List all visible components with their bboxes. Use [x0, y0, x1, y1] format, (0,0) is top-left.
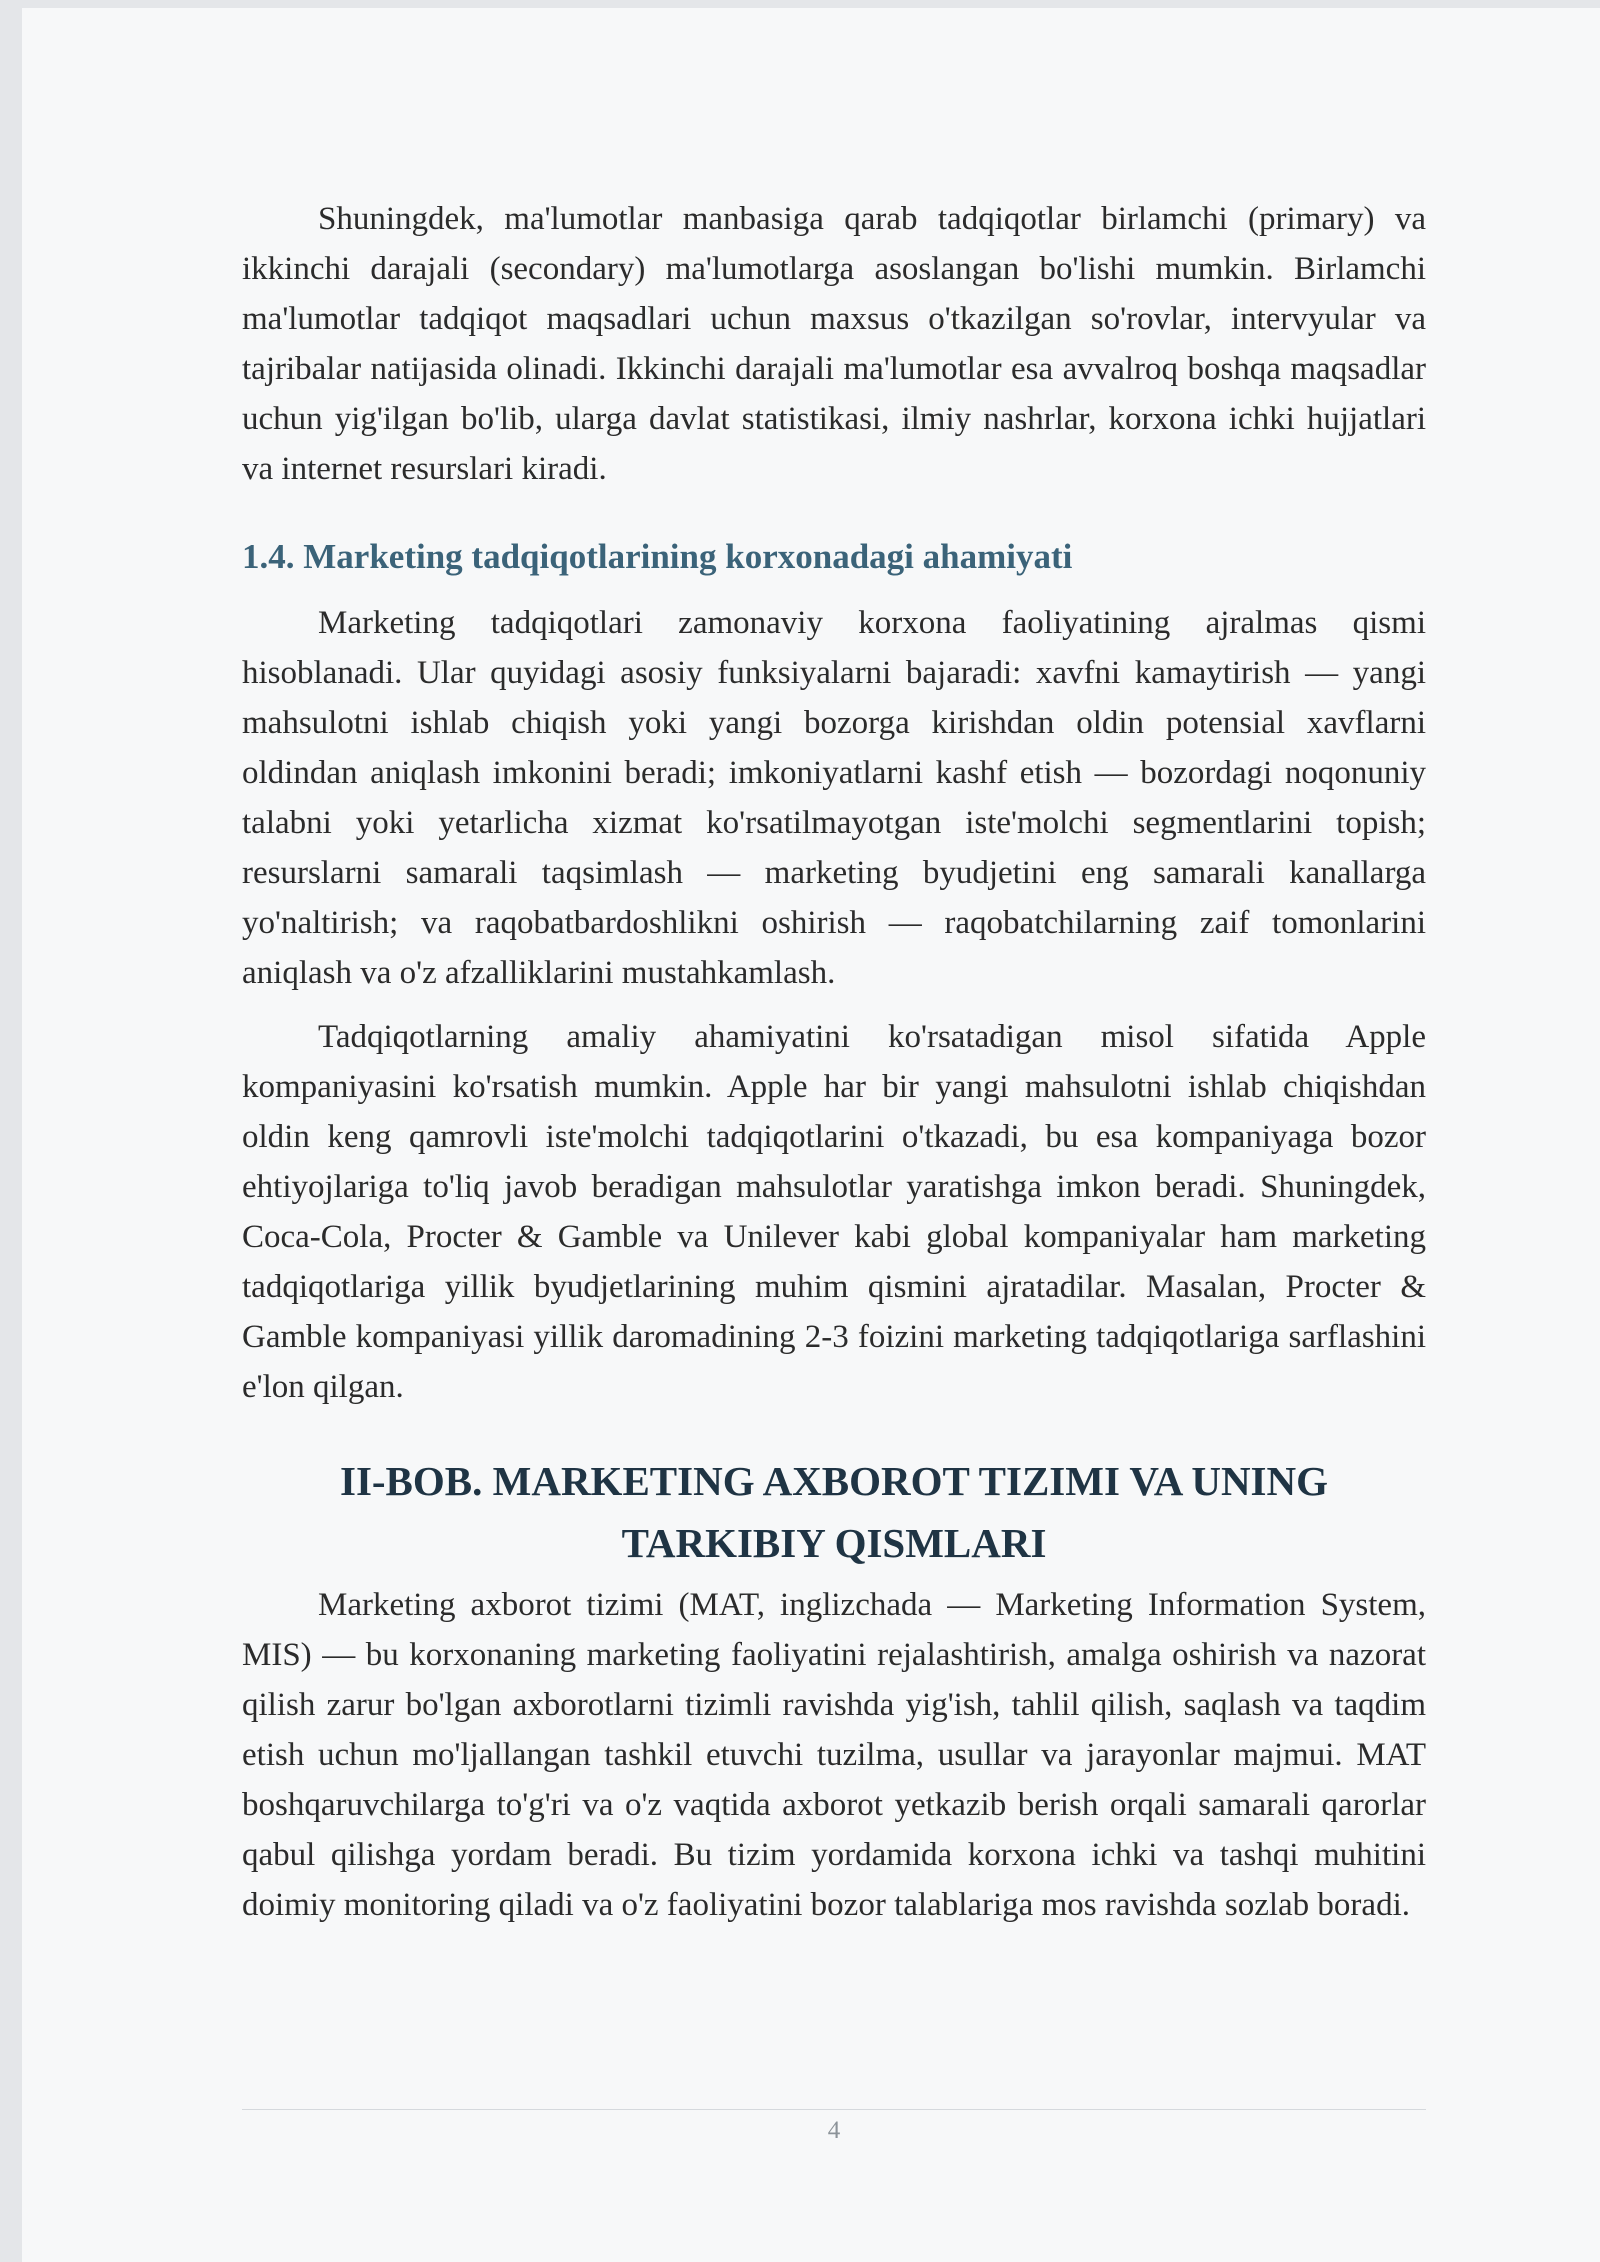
- section-heading: 1.4. Marketing tadqiqotlarining korxonadagi ahamiyati: [242, 537, 1073, 576]
- page-number: 4: [827, 2117, 841, 2144]
- paragraph-apple-example: Tadqiqotlarning amaliy ahamiyatini ko'rsatadigan misol sifatida Apple kompaniyasini ko'rsatish mumkin. Apple har bir yangi mahsulotni ishlab chiqishdan oldin keng qamrovli iste'molchi tadqiqotlarini o'tkazadi, bu esa kompaniyaga bozor ehtiyojlariga to'liq javob beradigan mahsulotlar yaratishga imkon beradi. Shuningdek, Coca-Cola, Procter & Gamble va Unilever kabi global kompaniyalar ham marketing tadqiqotlariga yillik byudjetlarining muhim qismini ajratadilar. Masalan, Procter & Gamble kompaniyasi yillik daromadining 2-3 foizini marketing tadqiqotlariga sarflashini e'lon qilgan.: [242, 1019, 1426, 1405]
- paragraph-research-functions: Marketing tadqiqotlari zamonaviy korxona faoliyatining ajralmas qismi hisoblanadi. Ular quyidagi asosiy funksiyalarni bajaradi: xavfni kamaytirish — yangi mahsulotni ishlab chiqish yoki yangi bozorga kirishdan oldin potensial xavflarni oldindan aniqlash imkonini beradi; imkoniyatlarni kashf etish — bozordagi noqonuniy talabni yoki yetarlicha xizmat ko'rsatilmayotgan iste'molchi segmentlarini topish; resurslarni samarali taqsimlash — marketing byudjetini eng samarali kanallarga yo'naltirish; va raqobatbardoshlikni oshirish — raqobatchilarning zaif tomonlarini aniqlash va o'z afzalliklarini mustahkamlash.: [242, 605, 1426, 991]
- document-page: [22, 8, 1600, 2262]
- chapter-heading-line-2: TARKIBIY QISMLARI: [621, 1520, 1047, 1566]
- chapter-heading-line-1: II-BOB. MARKETING AXBOROT TIZIMI VA UNING: [339, 1458, 1329, 1504]
- paragraph-data-sources: Shuningdek, ma'lumotlar manbasiga qarab tadqiqotlar birlamchi (primary) va ikkinchi darajali (secondary) ma'lumotlarga asoslangan bo'lishi mumkin. Birlamchi ma'lumotlar tadqiqot maqsadlari uchun maxsus o'tkazilgan so'rovlar, intervyular va tajribalar natijasida olinadi. Ikkinchi darajali ma'lumotlar esa avvalroq boshqa maqsadlar uchun yig'ilgan bo'lib, ularga davlat statistikasi, ilmiy nashrlar, korxona ichki hujjatlari va internet resurslari kiradi.: [242, 201, 1426, 487]
- paragraph-mis-definition: Marketing axborot tizimi (MAT, inglizchada — Marketing Information System, MIS) — bu korxonaning marketing faoliyatini rejalashtirish, amalga oshirish va nazorat qilish zarur bo'lgan axborotlarni tizimli ravishda yig'ish, tahlil qilish, saqlash va taqdim etish uchun mo'ljallangan tashkil etuvchi tuzilma, usullar va jarayonlar majmui. MAT boshqaruvchilarga to'g'ri va o'z vaqtida axborot yetkazib berish orqali samarali qarorlar qabul qilishga yordam beradi. Bu tizim yordamida korxona ichki va tashqi muhitini doimiy monitoring qiladi va o'z faoliyatini bozor talablariga mos ravishda sozlab boradi.: [242, 1587, 1426, 1923]
- page-content: [242, 194, 1426, 1930]
- page-footer: [242, 2109, 1426, 2148]
- chapter-heading: [242, 1450, 1426, 1574]
